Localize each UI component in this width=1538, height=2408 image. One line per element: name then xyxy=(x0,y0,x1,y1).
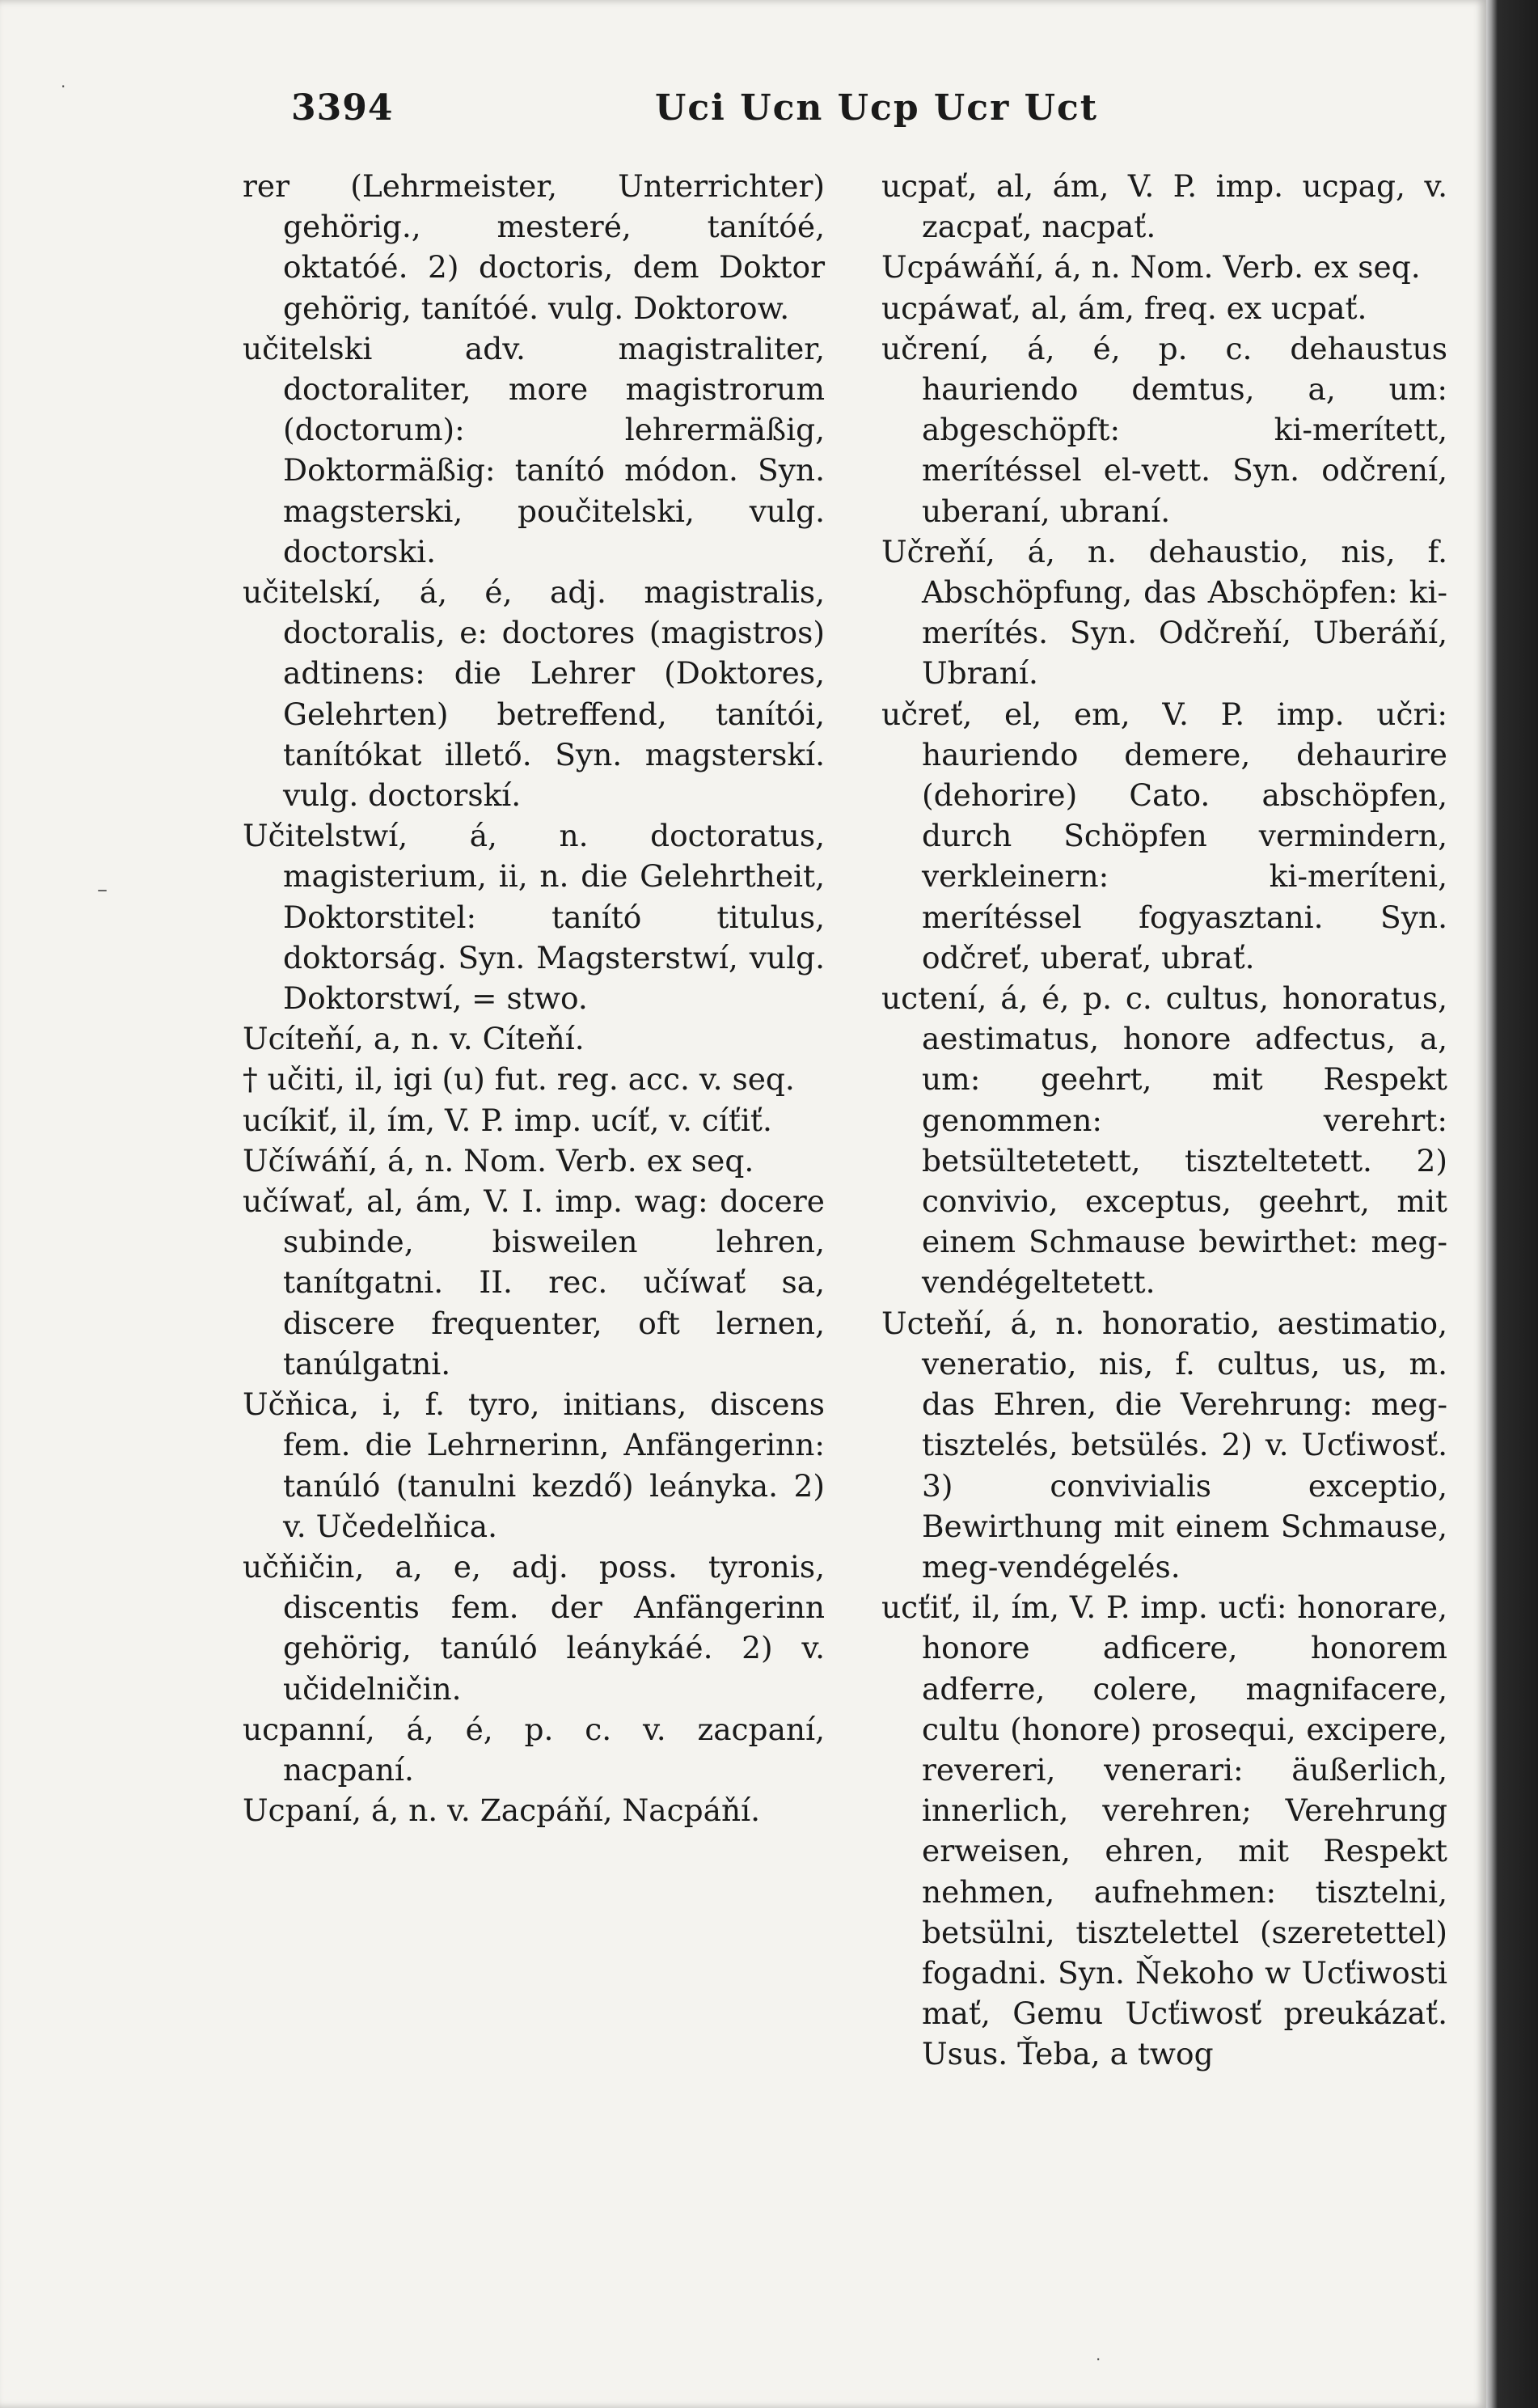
dictionary-entry: Ucíteňí, a, n. v. Cíteňí. xyxy=(243,1021,585,1057)
dictionary-entry: uctení, á, é, p. c. cultus, honoratus, aestimatus, honore adfectus, a, um: geehrt, mit Respekt genommen: verehrt: betsültetetett, tiszteltetett. 2) convivio, exceptus, geehrt, mit einem Schmause bewirthet: meg-vendégeltetett. xyxy=(881,980,1447,1301)
dictionary-entry: učňičin, a, e, adj. poss. tyronis, discentis fem. der Anfängerinn gehörig, tanúló leánykáé. 2) v. učidelničin. xyxy=(243,1548,825,1707)
page-number: 3394 xyxy=(291,87,394,129)
dictionary-entry: Učitelstwí, á, n. doctoratus, magisterium, ii, n. die Gelehrtheit, Doktorstitel: tanító titulus, doktorság. Syn. Magsterstwí, vulg. Doktorstwí, = stwo. xyxy=(243,818,825,1017)
dictionary-entry: Učíwáňí, á, n. Nom. Verb. ex seq. xyxy=(243,1142,754,1179)
dictionary-entry: učitelskí, á, é, adj. magistralis, doctoralis, e: doctores (magistros) adtinens: die Lehrer (Doktores, Gelehrten) betreffend, tanítói, tanítókat illető. Syn. magsterskí. vulg. doctorskí. xyxy=(243,574,825,814)
dictionary-entry: ucpanní, á, é, p. c. v. zacpaní, nacpaní. xyxy=(243,1711,825,1788)
dictionary-entry: Ucteňí, á, n. honoratio, aestimatio, veneratio, nis, f. cultus, us, m. das Ehren, die Verehrung: meg-tisztelés, betsülés. 2) v. Ucťiwosť. 3) convivialis exceptio, Bewirthung mit einem Schmause, meg-vendégelés. xyxy=(881,1305,1447,1585)
right-column xyxy=(881,166,1447,2075)
dictionary-entry: učrení, á, é, p. c. dehaustus hauriendo demtus, a, um: abgeschöpft: ki-merített, merítéssel el-vett. Syn. odčrení, uberaní, ubraní. xyxy=(881,330,1447,529)
running-head: Uci Ucn Ucp Ucr Uct xyxy=(655,87,1099,129)
dictionary-entry: ucíkiť, il, ím, V. P. imp. ucíť, v. cíťiť. xyxy=(243,1102,772,1138)
dictionary-entry: † učiti, il, igi (u) fut. reg. acc. v. seq. xyxy=(243,1061,795,1098)
margin-speck: · xyxy=(61,77,66,96)
dictionary-entry: ucťiť, il, ím, V. P. imp. ucťi: honorare, honore adficere, honorem adferre, colere, magnifacere, cultu (honore) prosequi, excipere, revereri, venerari: äußerlich, innerlich, verehren; Verehrung erweisen, ehren, mit Respekt nehmen, aufnehmen: tisztelni, betsülni, tisztelettel (szeretettel) fogadni. Syn. Ňekoho w Ucťiwosti mať, Gemu Ucťiwosť preukázať. Usus. Ťeba, a twog xyxy=(881,1589,1447,2072)
dictionary-entry: Ucpaní, á, n. v. Zacpáňí, Nacpáňí. xyxy=(243,1792,761,1829)
dictionary-entry: ucpať, al, ám, V. P. imp. ucpag, v. zacpať, nacpať. xyxy=(881,168,1447,245)
page-header xyxy=(291,87,1423,136)
dictionary-entry: Učreňí, á, n. dehaustio, nis, f. Abschöpfung, das Abschöpfen: ki-merítés. Syn. Odčreňí, Uberáňí, Ubraní. xyxy=(881,533,1447,692)
margin-speck: – xyxy=(97,878,108,902)
dictionary-entry: učreť, el, em, V. P. imp. učri: hauriendo demere, dehaurire (dehorire) Cato. abschöpfen, durch Schöpfen vermindern, verkleinern: ki-meríteni, merítéssel fogyasztani. Syn. odčreť, uberať, ubrať. xyxy=(881,696,1447,975)
dictionary-entry: rer (Lehrmeister, Unterrichter) gehörig., mesteré, tanítóé, oktatóé. 2) doctoris, dem Doktor gehörig, tanítóé. vulg. Doktorow. xyxy=(243,168,825,326)
dictionary-entry: ucpáwať, al, ám, freq. ex ucpať. xyxy=(881,290,1367,326)
dictionary-entry: učíwať, al, ám, V. I. imp. wag: docere subinde, bisweilen lehren, tanítgatni. II. rec. učíwať sa, discere frequenter, oft lernen, tanúlgatni. xyxy=(243,1183,825,1382)
dictionary-entry: Učňica, i, f. tyro, initians, discens fem. die Lehrnerinn, Anfängerinn: tanúló (tanulni kezdő) leányka. 2) v. Učedelňica. xyxy=(243,1386,825,1544)
dictionary-entry: Ucpáwáňí, á, n. Nom. Verb. ex seq. xyxy=(881,249,1421,286)
dictionary-entry: učitelski adv. magistraliter, doctoraliter, more magistrorum (doctorum): lehrermäßig, Doktormäßig: tanító módon. Syn. magsterski, poučitelski, vulg. doctorski. xyxy=(243,330,825,569)
page-edge-shadow xyxy=(1486,0,1538,2408)
left-column xyxy=(243,166,825,1830)
margin-speck: · xyxy=(1096,2350,1101,2369)
